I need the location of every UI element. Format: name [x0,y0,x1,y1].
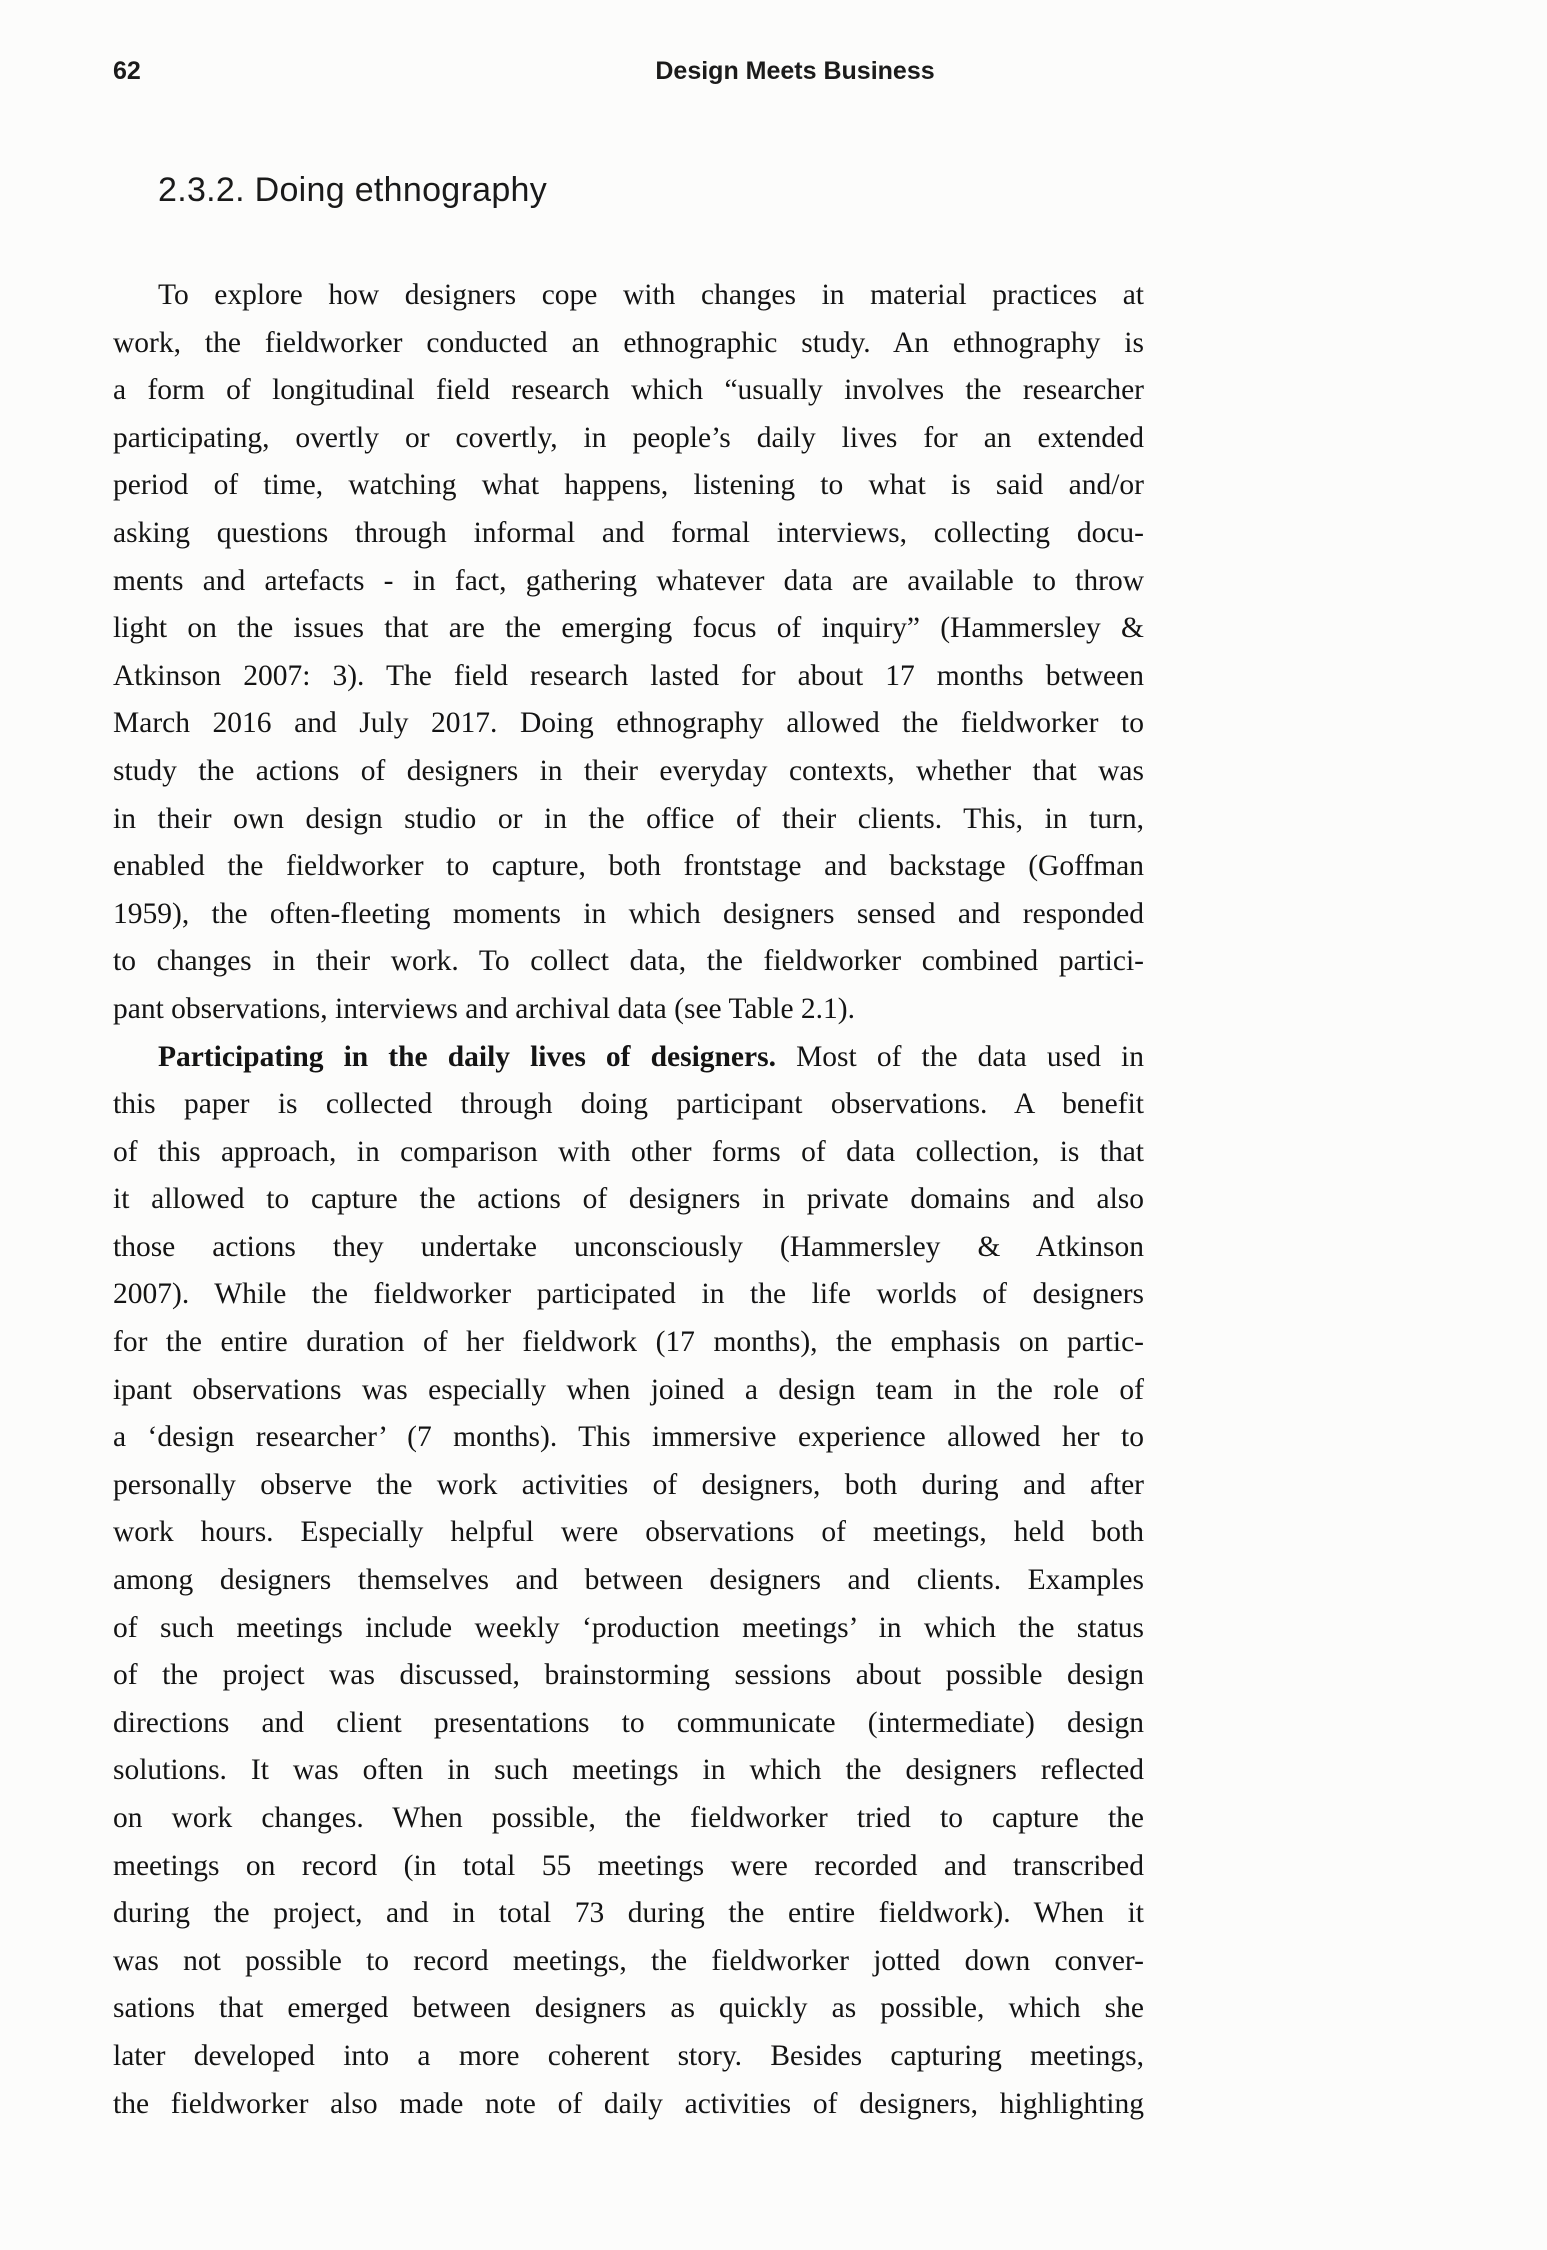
body-line [113,986,1144,1034]
text-segment: light on the issues that are the emerging focus of inquiry” (Hammersley & [113,612,1144,645]
text-segment: March 2016 and July 2017. Doing ethnography allowed the fieldworker to [113,707,1144,740]
bold-run-in-text: Participating in the daily lives of designers. [158,1040,776,1073]
body-line [113,605,1144,653]
body-line [113,558,1144,606]
body-line [113,415,1144,463]
text-segment: among designers themselves and between designers and clients. Examples [113,1564,1144,1597]
text-segment: it allowed to capture the actions of designers in private domains and also [113,1183,1144,1216]
text-segment: work, the fieldworker conducted an ethnographic study. An ethnography is [113,326,1144,359]
text-segment: work hours. Especially helpful were observations of meetings, held both [113,1516,1144,1549]
text-segment: period of time, watching what happens, listening to what is said and/or [113,469,1144,502]
text-segment: a form of longitudinal field research which “usually involves the researcher [113,374,1144,407]
text-segment: for the entire duration of her fieldwork (17 months), the emphasis on partic- [113,1326,1144,1359]
body-line [113,367,1144,415]
text-segment: of such meetings include weekly ‘production meetings’ in which the status [113,1611,1144,1644]
text-segment: a ‘design researcher’ (7 months). This immersive experience allowed her to [113,1421,1144,1454]
body-line [113,748,1144,796]
body-line [113,1795,1144,1843]
text-segment: personally observe the work activities of designers, both during and after [113,1468,1144,1501]
text-segment: later developed into a more coherent story. Besides capturing meetings, [113,2039,1144,2072]
section-heading: 2.3.2. Doing ethnography [158,171,548,209]
body-line [113,938,1144,986]
body-line [113,653,1144,701]
text-segment: this paper is collected through doing participant observations. A benefit [113,1088,1144,1121]
text-segment: enabled the fieldworker to capture, both frontstage and backstage (Goffman [113,850,1144,883]
body-line [113,843,1144,891]
text-segment: those actions they undertake unconsciously (Hammersley & Atkinson [113,1230,1144,1263]
body-line [113,1319,1144,1367]
body-line [113,700,1144,748]
body-line [113,2081,1144,2129]
body-line [113,462,1144,510]
body-line [113,1081,1144,1129]
body-line [113,272,1144,320]
page-number: 62 [113,57,141,85]
text-segment: directions and client presentations to communicate (intermediate) design [113,1706,1144,1739]
text-segment: solutions. It was often in such meetings in which the designers reflected [113,1754,1144,1787]
text-segment: asking questions through informal and formal interviews, collecting docu- [113,516,1144,549]
text-segment: Most of the data used in [775,1040,1144,1073]
body-line [113,891,1144,939]
text-segment: ipant observations was especially when joined a design team in the role of [113,1373,1144,1406]
running-header-title: Design Meets Business [655,57,935,85]
text-segment: of the project was discussed, brainstorming sessions about possible design [113,1659,1144,1692]
body-line [113,1367,1144,1415]
body-text [113,272,1144,2128]
body-line [113,1271,1144,1319]
body-line [113,1034,1144,1082]
body-line [113,1843,1144,1891]
text-segment: study the actions of designers in their everyday contexts, whether that was [113,754,1144,787]
text-segment: 2007). While the fieldworker participated in the life worlds of designers [113,1278,1144,1311]
body-line [113,1652,1144,1700]
body-line [113,1176,1144,1224]
body-line [113,320,1144,368]
text-segment: ments and artefacts - in fact, gathering whatever data are available to throw [113,564,1144,597]
text-segment: of this approach, in comparison with other forms of data collection, is that [113,1135,1144,1168]
text-segment: To explore how designers cope with changes in material practices at [158,279,1144,311]
body-line [113,1129,1144,1177]
text-segment: sations that emerged between designers as quickly as possible, which she [113,1992,1144,2025]
text-segment: in their own design studio or in the office of their clients. This, in turn, [113,802,1144,835]
body-line [113,1462,1144,1510]
body-line [113,1224,1144,1272]
body-line [113,1605,1144,1653]
text-segment: to changes in their work. To collect data, the fieldworker combined partici- [113,945,1144,978]
body-line [113,2033,1144,2081]
body-line [113,1414,1144,1462]
body-line [113,1890,1144,1938]
text-segment: was not possible to record meetings, the fieldworker jotted down conver- [113,1944,1144,1977]
text-segment: on work changes. When possible, the fieldworker tried to capture the [113,1802,1144,1834]
body-line [113,1557,1144,1605]
text-segment: participating, overtly or covertly, in people’s daily lives for an extended [113,421,1144,454]
body-line [113,796,1144,844]
body-line [113,1700,1144,1748]
body-line [113,1509,1144,1557]
text-segment: Atkinson 2007: 3). The field research lasted for about 17 months between [113,659,1144,692]
body-line [113,1938,1144,1986]
text-segment: meetings on record (in total 55 meetings were recorded and transcribed [113,1849,1144,1882]
text-segment: pant observations, interviews and archival data (see Table 2.1). [113,992,856,1025]
text-segment: during the project, and in total 73 during the entire fieldwork). When it [113,1897,1144,1930]
body-line [113,1985,1144,2033]
body-line [113,1747,1144,1795]
text-segment: 1959), the often-fleeting moments in which designers sensed and responded [113,897,1144,930]
text-segment: the fieldworker also made note of daily activities of designers, highlighting [113,2087,1144,2120]
body-line [113,510,1144,558]
